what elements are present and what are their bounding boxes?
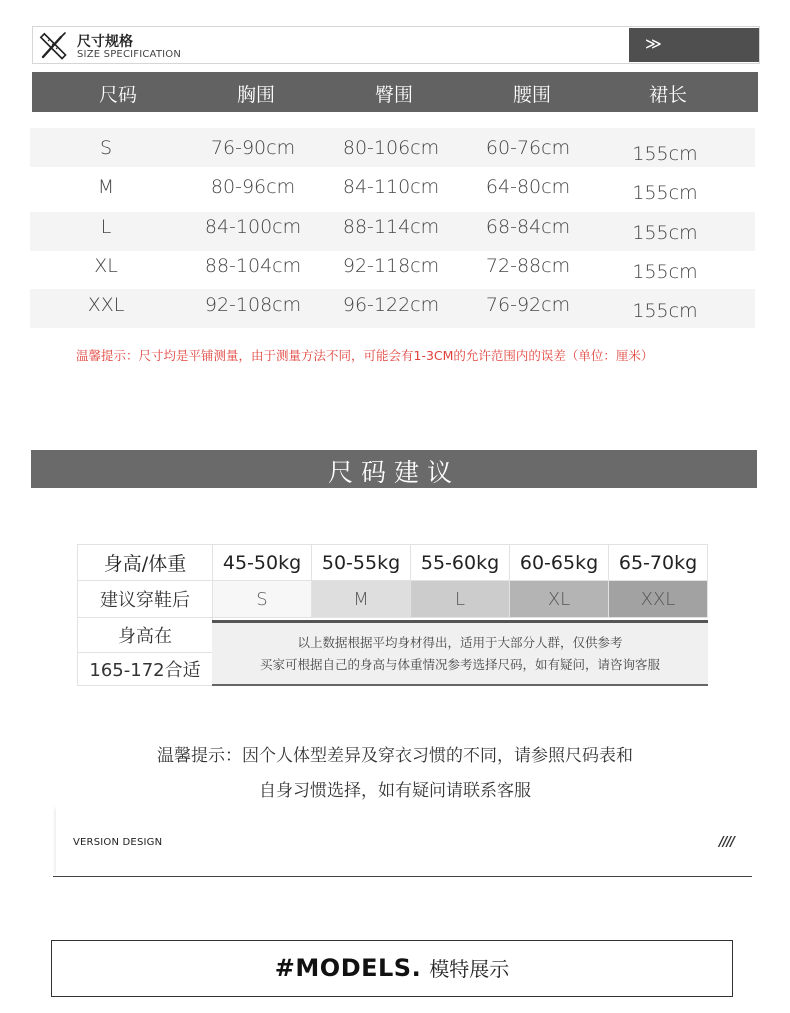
cell-waist: 76-92cm — [485, 294, 571, 316]
models-section-header — [51, 940, 733, 997]
cell-length: 155cm — [632, 261, 698, 283]
header-waist: 腰围 — [512, 84, 552, 106]
models-title — [275, 953, 509, 982]
cell-waist: 60-76cm — [485, 137, 571, 159]
cell-chest: 80-96cm — [210, 176, 296, 198]
models-title-en: #MODELS. — [274, 954, 422, 982]
suggestion-info-box — [212, 620, 708, 686]
table-row — [30, 212, 755, 251]
cell-chest: 88-104cm — [204, 255, 302, 277]
suggested-size-cell: L — [410, 580, 510, 618]
cell-waist: 72-88cm — [485, 255, 571, 277]
table-row — [30, 251, 755, 290]
header-weight: 60-65kg — [509, 544, 609, 581]
cell-hip: 84-110cm — [342, 176, 440, 198]
cell-waist: 68-84cm — [485, 216, 571, 238]
slashes-decoration-icon: //// — [719, 835, 734, 850]
header-weight: 55-60kg — [410, 544, 510, 581]
cell-length: 155cm — [632, 143, 698, 165]
spec-title-en: SIZE SPECIFICATION — [77, 49, 182, 60]
table-row — [30, 167, 755, 206]
height-label-line-1: 身高在 — [77, 617, 213, 653]
table-row — [30, 289, 755, 328]
size-suggestion-banner — [31, 450, 757, 488]
row-label-suggested: 建议穿鞋后 — [77, 580, 213, 618]
cell-chest: 76-90cm — [210, 137, 296, 159]
version-design-section — [56, 805, 756, 877]
header-weight: 50-55kg — [311, 544, 411, 581]
suggested-size-cell: M — [311, 580, 411, 618]
header-weight: 45-50kg — [212, 544, 312, 581]
tip-line-1: 温馨提示：因个人体型差异及穿衣习惯的不同，请参照尺码表和 — [157, 746, 633, 766]
cell-size: L — [100, 216, 112, 238]
cell-hip: 88-114cm — [342, 216, 440, 238]
cell-hip: 96-122cm — [342, 294, 440, 316]
divider — [53, 876, 752, 877]
suggested-size-cell: S — [212, 580, 312, 618]
tip-line-2: 自身习惯选择，如有疑问请联系客服 — [259, 781, 531, 801]
cell-waist: 64-80cm — [485, 176, 571, 198]
cell-size: XXL — [87, 294, 125, 316]
measurement-note: 温馨提示：尺寸均是平铺测量，由于测量方法不同，可能会有1-3CM的允许范围内的误差（单位：厘米） — [76, 348, 654, 363]
cell-hip: 92-118cm — [342, 255, 440, 277]
size-table-header — [32, 72, 758, 112]
version-design-label: VERSION DESIGN — [73, 837, 163, 848]
height-label-line-2: 165-172合适 — [77, 652, 213, 686]
double-chevron-right-icon: ≫ — [645, 34, 662, 53]
models-title-cn: 模特展示 — [429, 957, 510, 981]
header-height-weight: 身高/体重 — [77, 544, 213, 581]
ruler-pencil-icon — [39, 31, 69, 61]
info-line-2: 买家可根据自己的身高与体重情况参考选择尺码，如有疑问，请咨询客服 — [259, 657, 660, 672]
cell-length: 155cm — [632, 300, 698, 322]
cell-size: M — [97, 176, 115, 198]
size-spec-header — [32, 26, 760, 64]
table-row — [30, 128, 755, 167]
header-chest: 胸围 — [236, 84, 276, 106]
suggested-size-cell: XXL — [608, 580, 708, 618]
header-weight: 65-70kg — [608, 544, 708, 581]
cell-length: 155cm — [632, 182, 698, 204]
suggested-size-cell: XL — [509, 580, 609, 618]
cell-chest: 84-100cm — [204, 216, 302, 238]
size-suggestion-table — [77, 544, 708, 686]
cell-chest: 92-108cm — [204, 294, 302, 316]
cell-hip: 80-106cm — [342, 137, 440, 159]
header-length: 裙长 — [648, 84, 688, 106]
cell-length: 155cm — [632, 222, 698, 244]
header-hip: 臀围 — [374, 84, 414, 106]
header-size: 尺码 — [98, 84, 138, 106]
cell-size: S — [99, 137, 113, 159]
size-suggestion-title: 尺码建议 — [327, 458, 461, 487]
spec-title-cn: 尺寸规格 — [77, 34, 133, 50]
spec-arrow-box — [629, 28, 759, 62]
info-line-1: 以上数据根据平均身材得出，适用于大部分人群，仅供参考 — [297, 635, 623, 650]
cell-size: XL — [94, 255, 118, 277]
